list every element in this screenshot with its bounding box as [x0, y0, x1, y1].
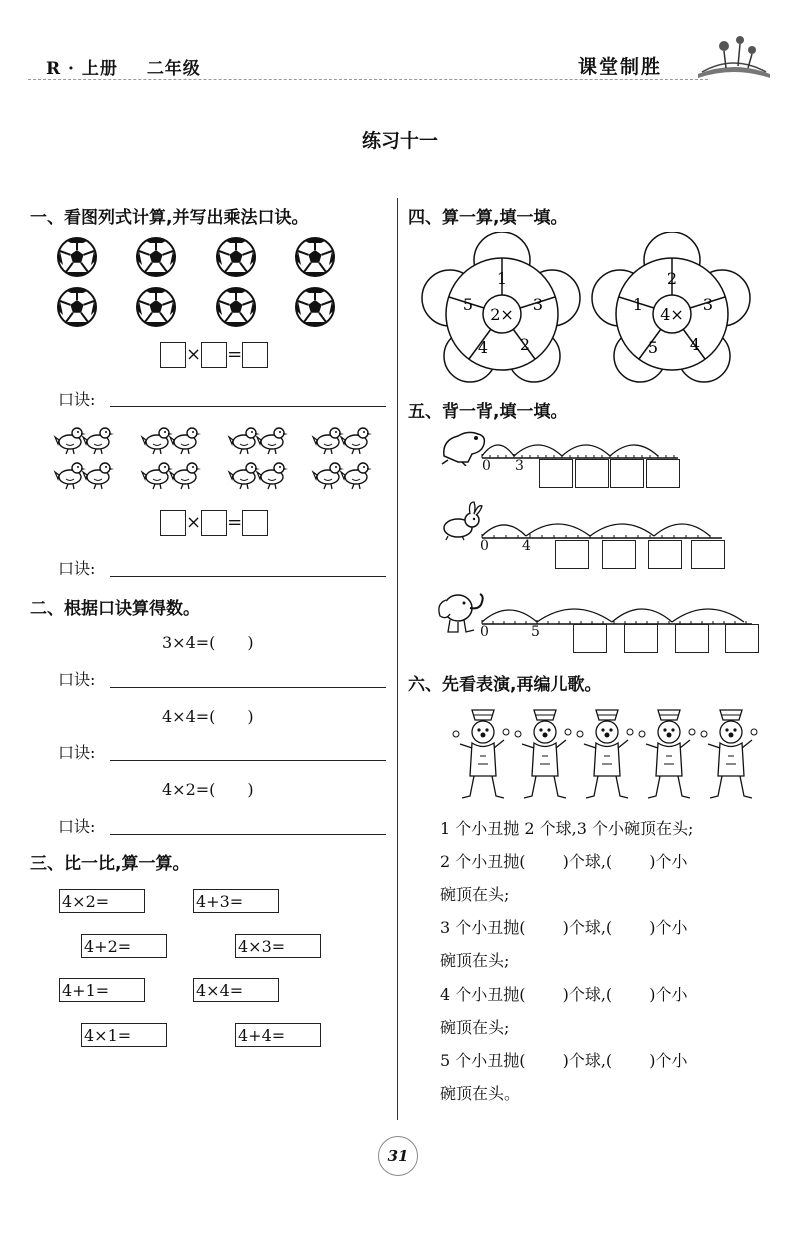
page-number: 31: [378, 1136, 418, 1176]
number-line: [476, 594, 756, 630]
answer-line[interactable]: [110, 406, 386, 407]
duck-group: [142, 428, 201, 489]
compare-box[interactable]: 4×2=: [59, 889, 145, 913]
duck-groups: [52, 418, 388, 496]
soccer-ball-icon: [137, 288, 175, 326]
flower-center: 2×: [490, 305, 514, 324]
answer-box[interactable]: [646, 459, 680, 488]
flower-center: 4×: [660, 305, 684, 324]
flower-petal: 4: [477, 338, 489, 357]
s2-item: 3×4=( ): [162, 633, 254, 652]
clown-icon: [515, 710, 571, 798]
duck-group: [55, 428, 114, 489]
soccer-ball-icon: [137, 238, 175, 276]
soccer-ball-icon: [296, 288, 334, 326]
compare-box[interactable]: 4+2=: [81, 934, 167, 958]
compare-box[interactable]: 4+1=: [59, 978, 145, 1002]
line-first: 4: [522, 538, 531, 554]
answer-box[interactable]: [573, 624, 607, 653]
book-label: R · 上册: [46, 59, 118, 79]
header-left: [46, 54, 223, 79]
column-divider: [397, 198, 398, 1120]
answer-box[interactable]: [610, 459, 644, 488]
answer-box[interactable]: [602, 540, 636, 569]
book-logo-icon: [694, 30, 774, 82]
koujue-label: 口诀:: [58, 670, 96, 689]
answer-box[interactable]: [648, 540, 682, 569]
clown-icon: [577, 710, 633, 798]
flower-petal: 2: [519, 335, 531, 354]
duck-group: [229, 428, 288, 489]
header-rule: [28, 79, 708, 80]
answer-box[interactable]: [691, 540, 725, 569]
compare-box[interactable]: 4×3=: [235, 934, 321, 958]
s4-heading: 四、算一算,填一填。: [408, 208, 568, 228]
clown-icon: [701, 710, 757, 798]
answer-box[interactable]: [555, 540, 589, 569]
rhyme-line: 3 个小丑抛( )个球,( )个小: [440, 918, 688, 937]
answer-line[interactable]: [110, 834, 386, 835]
answer-line[interactable]: [110, 576, 386, 577]
s5-heading: 五、背一背,填一填。: [408, 402, 568, 422]
line-first: 3: [515, 458, 524, 474]
clown-icon: [453, 710, 509, 798]
answer-box[interactable]: [160, 510, 186, 536]
koujue-label: 口诀:: [58, 817, 96, 836]
answer-box[interactable]: [242, 342, 268, 368]
flower-petal: 2: [666, 269, 678, 288]
answer-line[interactable]: [110, 760, 386, 761]
s2-heading: 二、根据口诀算得数。: [30, 599, 200, 619]
soccer-ball-icon: [217, 288, 255, 326]
soccer-ball-icon: [217, 238, 255, 276]
equation-2: × =: [160, 510, 268, 536]
line-zero: 0: [480, 624, 489, 640]
line-zero: 0: [482, 458, 491, 474]
rhyme-line: 碗顶在头;: [440, 885, 510, 904]
soccer-ball-icon: [58, 238, 96, 276]
answer-box[interactable]: [725, 624, 759, 653]
compare-box[interactable]: 4+4=: [235, 1023, 321, 1047]
compare-box[interactable]: 4×1=: [81, 1023, 167, 1047]
answer-box[interactable]: [575, 459, 609, 488]
number-line: [476, 508, 726, 544]
s1-heading: 一、看图列式计算,并写出乘法口诀。: [30, 208, 309, 228]
flower-petal: 5: [462, 295, 474, 314]
rhyme-line: 2 个小丑抛( )个球,( )个小: [440, 852, 688, 871]
rhyme-line: 碗顶在头。: [440, 1084, 521, 1103]
flower-diagram-2: [588, 232, 758, 384]
answer-box[interactable]: [675, 624, 709, 653]
s2-item: 4×4=( ): [162, 707, 254, 726]
answer-box[interactable]: [160, 342, 186, 368]
koujue-label: 口诀:: [58, 390, 96, 409]
answer-box[interactable]: [201, 510, 227, 536]
clowns-illustration: [446, 708, 766, 808]
answer-line[interactable]: [110, 687, 386, 688]
series-title: 课堂制胜: [578, 56, 663, 78]
rhyme-line: 碗顶在头;: [440, 951, 510, 970]
soccer-ball-icon: [58, 288, 96, 326]
rhyme-line: 5 个小丑抛( )个球,( )个小: [440, 1051, 688, 1070]
flower-petal: 5: [647, 338, 659, 357]
compare-box[interactable]: 4×4=: [193, 978, 279, 1002]
soccer-balls: [50, 232, 350, 332]
flower-petal: 3: [532, 295, 544, 314]
equation-1: × =: [160, 342, 268, 368]
soccer-ball-icon: [296, 238, 334, 276]
rhyme-line: 碗顶在头;: [440, 1018, 510, 1037]
answer-box[interactable]: [242, 510, 268, 536]
answer-box[interactable]: [539, 459, 573, 488]
rhyme-line: 1 个小丑抛 2 个球,3 个小碗顶在头;: [440, 819, 694, 838]
duck-group: [313, 428, 372, 489]
flower-diagram-1: [418, 232, 588, 384]
flower-petal: 4: [689, 335, 701, 354]
answer-box[interactable]: [201, 342, 227, 368]
grade-label: 二年级: [146, 59, 201, 79]
s3-heading: 三、比一比,算一算。: [30, 854, 190, 874]
line-first: 5: [531, 624, 540, 640]
line-zero: 0: [480, 538, 489, 554]
s2-item: 4×2=( ): [162, 780, 254, 799]
compare-box[interactable]: 4+3=: [193, 889, 279, 913]
koujue-label: 口诀:: [58, 559, 96, 578]
answer-box[interactable]: [624, 624, 658, 653]
page-title: 练习十一: [361, 130, 438, 152]
flower-petal: 3: [702, 295, 714, 314]
rhyme-line: 4 个小丑抛( )个球,( )个小: [440, 985, 688, 1004]
clown-icon: [639, 710, 695, 798]
flower-petal: 1: [496, 269, 508, 288]
koujue-label: 口诀:: [58, 743, 96, 762]
flower-petal: 1: [632, 295, 644, 314]
s6-heading: 六、先看表演,再编儿歌。: [408, 675, 602, 695]
